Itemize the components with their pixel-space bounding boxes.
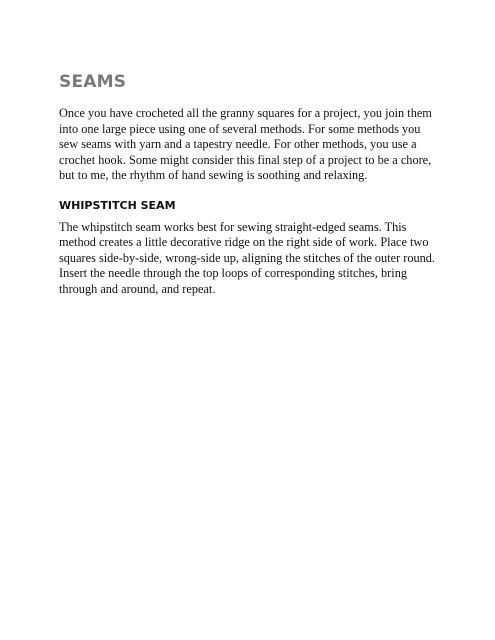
page-content bbox=[59, 70, 439, 297]
section-title: SEAMS bbox=[59, 72, 127, 92]
intro-paragraph: Once you have crocheted all the granny squares for a project, you join them into one large piece using one of several methods. For some methods you sew seams with yarn and a tapestry needle. For other methods, you use a crochet hook. Some might consider this final step of a project to be a chore, but to me, the rhythm of hand sewing is soothing and relaxing. bbox=[59, 106, 432, 182]
subsection-paragraph: The whipstitch seam works best for sewing straight-edged seams. This method creates a little decorative ridge on the right side of work. Place two squares side-by-side, wrong-side up, aligning the stitches of the outer round. Insert the needle through the top loops of corresponding stitches, bring through and around, and repeat. bbox=[59, 219, 435, 296]
subsection-heading: WHIPSTITCH SEAM bbox=[59, 198, 176, 212]
